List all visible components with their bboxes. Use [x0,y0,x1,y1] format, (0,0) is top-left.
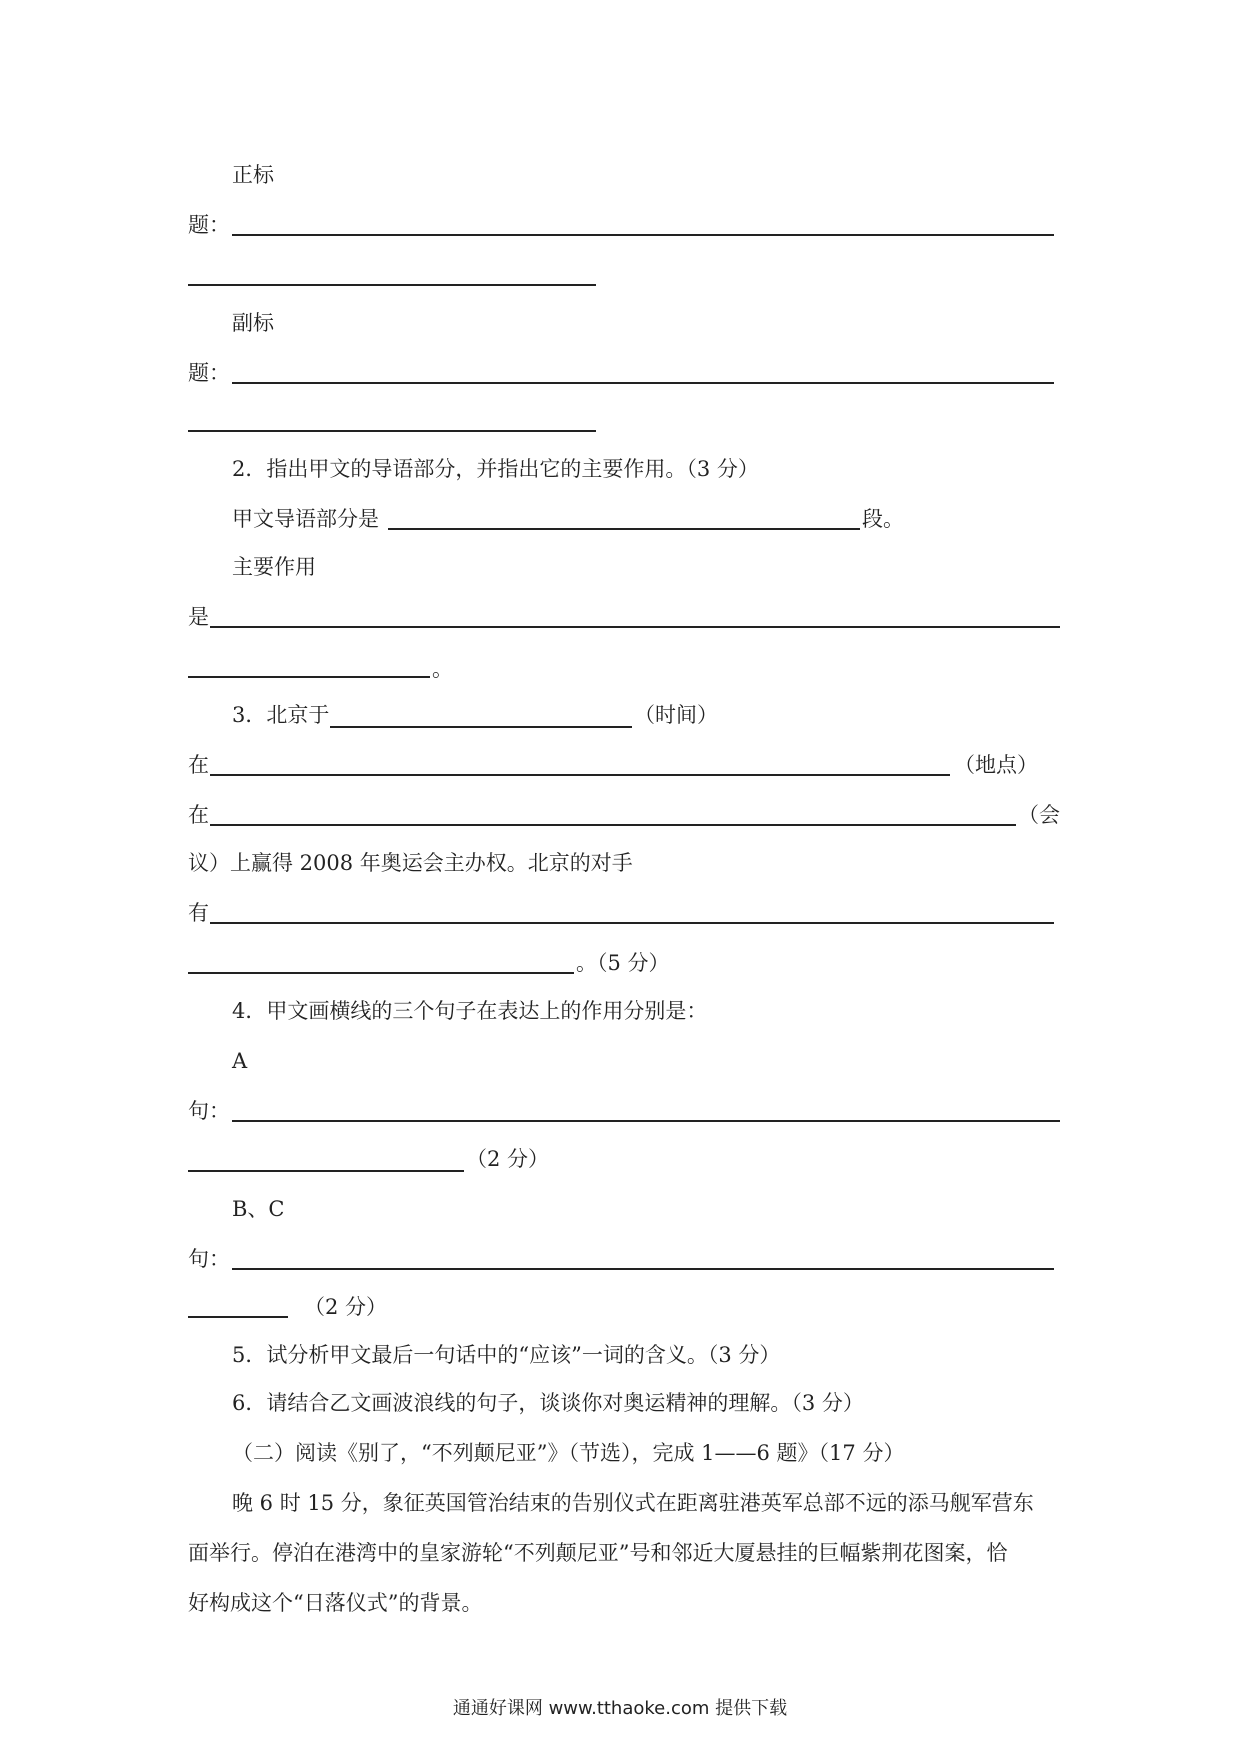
reading-paragraph-line-1: 晚 6 时 15 分，象征英国管治结束的告别仪式在距离驻港英军总部不远的添马舰军营东 [232,1491,1034,1515]
question-6-prompt: 6．请结合乙文画波浪线的句子，谈谈你对奥运精神的理解。（3 分） [232,1391,864,1415]
main-role-end: 。 [432,657,453,681]
sentence-a-label: A [232,1049,248,1073]
reading-paragraph-line-3: 好构成这个“日落仪式”的背景。 [188,1591,483,1615]
sentence-bc-answer-line[interactable] [232,1268,1054,1270]
main-title-label: 正标 [232,163,274,187]
sentence-a-answer-line[interactable] [232,1120,1060,1122]
place-label: （地点） [954,753,1038,777]
meeting-answer-line[interactable] [210,824,1016,826]
place-prefix: 在 [188,753,209,777]
main-role-label-cont: 是 [188,605,209,629]
rivals-answer-line[interactable] [210,922,1054,924]
sub-title-answer-line[interactable] [232,382,1054,384]
sub-title-answer-line-2[interactable] [188,430,596,432]
place-answer-line[interactable] [210,774,950,776]
page-footer: 通通好课网 www.tthaoke.com 提供下载 [452,1698,788,1719]
sub-title-label-cont: 题： [188,361,230,385]
meeting-prefix: 在 [188,803,209,827]
sub-title-label: 副标 [232,311,274,335]
time-answer-line[interactable] [330,726,632,728]
rivals-prefix: 有 [188,901,209,925]
time-label: （时间） [634,703,718,727]
reading-paragraph-line-2: 面举行。停泊在港湾中的皇家游轮“不列颠尼亚”号和邻近大厦悬挂的巨幅紫荆花图案，恰 [188,1541,1008,1565]
sentence-a-score: （2 分） [466,1147,550,1171]
sentence-a-label-cont: 句： [188,1099,230,1123]
meeting-label: （会 [1018,803,1060,827]
sentence-bc-answer-line-2[interactable] [188,1316,288,1318]
rivals-answer-line-2[interactable] [188,972,574,974]
lead-section-label: 甲文导语部分是 [232,507,379,531]
main-title-answer-line[interactable] [232,234,1054,236]
main-role-answer-line-2[interactable] [188,676,430,678]
sentence-bc-score: （2 分） [304,1295,388,1319]
sentence-a-answer-line-2[interactable] [188,1170,464,1172]
question-5-prompt: 5．试分析甲文最后一句话中的“应该”一词的含义。（3 分） [232,1343,781,1367]
question-4-prompt: 4．甲文画横线的三个句子在表达上的作用分别是： [232,999,708,1023]
rivals-end: 。（5 分） [576,951,670,975]
question-3-prefix: 3．北京于 [232,703,330,727]
main-role-answer-line[interactable] [210,626,1060,628]
question-2-prompt: 2．指出甲文的导语部分，并指出它的主要作用。（3 分） [232,457,759,481]
section-2-heading: （二）阅读《别了，“不列颠尼亚”》（节选），完成 1——6 题》（17 分） [232,1441,905,1465]
sentence-bc-label-cont: 句： [188,1247,230,1271]
meeting-label-cont: 议）上赢得 2008 年奥运会主办权。北京的对手 [188,851,633,875]
sentence-bc-label: B、C [232,1197,285,1221]
main-title-label-cont: 题： [188,213,230,237]
main-title-answer-line-2[interactable] [188,284,596,286]
main-role-label: 主要作用 [232,555,316,579]
lead-section-suffix: 段。 [862,507,904,531]
lead-section-answer-line[interactable] [388,528,860,530]
